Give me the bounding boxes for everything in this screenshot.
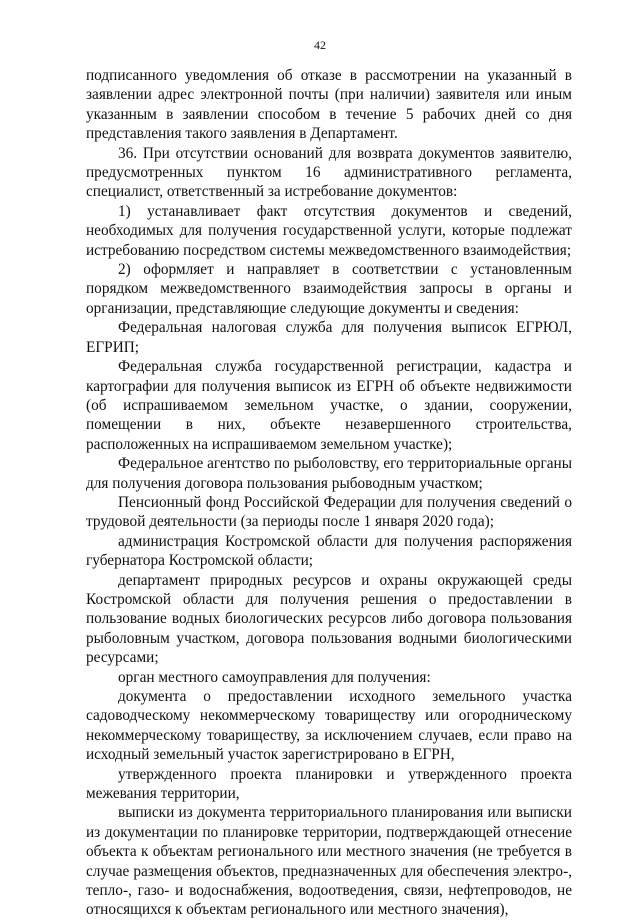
paragraph-planning-project: утвержденного проекта планировки и утвержденного проекта межевания территории, bbox=[86, 765, 572, 803]
paragraph-fns: Федеральная налоговая служба для получения выписок ЕГРЮЛ, ЕГРИП; bbox=[86, 319, 572, 356]
paragraph-territorial-planning: выписки из документа территориального планирования или выписки из документации по планировке территории, подтверждающей отнесение объекта к объектам регионального или местного значения (не требуется в случае размещения объектов, предназначенных для обеспечения электро-, тепло-, газо- и водоснабжения, водоотведения, связи, нефтепроводов, не относящихся к объектам регионального или местного значения), bbox=[86, 804, 572, 919]
paragraph-subitem-1: 1) устанавливает факт отсутствия документов и сведений, необходимых для получения государственной услуги, которые подлежат истребованию посредством системы межведомственного взаимодействия; bbox=[86, 202, 572, 259]
paragraph-natural-resources: департамент природных ресурсов и охраны окружающей среды Костромской области для получения решения о предоставлении в пользование водных биологических ресурсов либо договора пользования рыболовным участком, договора пользования водными биологическими ресурсами; bbox=[86, 571, 572, 667]
paragraph-pension-fund: Пенсионный фонд Российской Федерации для получения сведений о трудовой деятельности (за периоды после 1 января 2020 года); bbox=[86, 493, 572, 531]
document-body bbox=[86, 66, 572, 920]
page-number: 42 bbox=[314, 38, 326, 52]
paragraph-land-plot-document: документа о предоставлении исходного земельного участка садоводческому некоммерческому товариществу или огородническому некоммерческому товариществу, за исключением случаев, если право на исходный земельный участок зарегистрировано в ЕГРН, bbox=[86, 688, 572, 764]
paragraph-local-government: орган местного самоуправления для получения: bbox=[118, 668, 431, 686]
paragraph-subitem-2: 2) оформляет и направляет в соответствии с установленным порядком межведомственного взаимодействия запросы в органы и организации, представляющие следующие документы и сведения: bbox=[86, 261, 572, 317]
paragraph-rosreestr: Федеральная служба государственной регистрации, кадастра и картографии для получения выписок из ЕГРН об объекте недвижимости (об испрашиваемом земельном участке, о здании, сооружении, помещении в них, объекте незавершенного строительства, расположенных на испрашиваемом земельном участке); bbox=[86, 358, 572, 453]
paragraph-item-36: 36. При отсутствии оснований для возврата документов заявителю, предусмотренных пунктом 16 административного регламента, специалист, ответственный за истребование документов: bbox=[86, 144, 572, 201]
paragraph-continuation: подписанного уведомления об отказе в рассмотрении на указанный в заявлении адрес электронной почты (при наличии) заявителя или иным указанным в заявлении способом в течение 5 рабочих дней со дня представления такого заявления в Департамент. bbox=[86, 67, 572, 143]
paragraph-administration: администрация Костромской области для получения распоряжения губернатора Костромской области; bbox=[86, 532, 572, 570]
paragraph-fish-agency: Федеральное агентство по рыболовству, его территориальные органы для получения договора пользования рыбоводным участком; bbox=[86, 455, 572, 492]
